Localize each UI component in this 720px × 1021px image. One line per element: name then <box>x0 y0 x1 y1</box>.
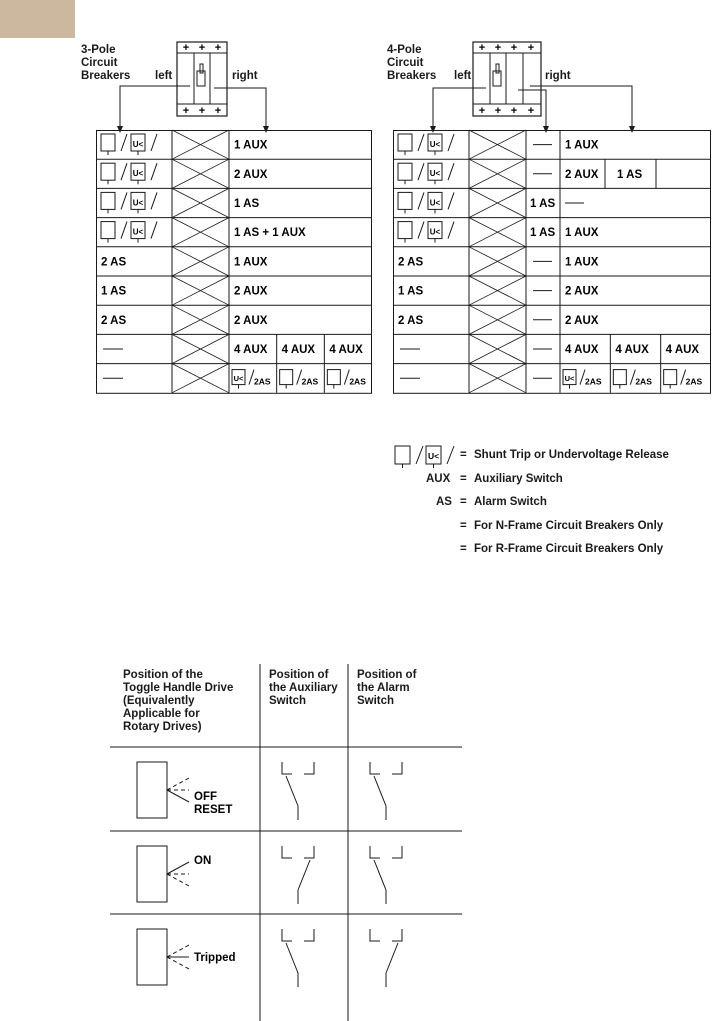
plus-symbol: + <box>198 105 206 117</box>
shunt-trip-icon <box>101 192 115 209</box>
four-pole-table <box>393 130 711 393</box>
header-alarm-switch: Position of the Alarm Switch <box>357 669 417 707</box>
three-pole-table <box>96 130 372 393</box>
two-as-label: 2AS <box>585 376 602 387</box>
switch-contact-symbol <box>282 929 314 987</box>
plus-symbol: + <box>527 105 535 117</box>
left-accessory: 1 AS <box>398 285 424 298</box>
shunt-trip-icon <box>398 192 412 209</box>
table-row <box>96 188 372 217</box>
three-pole-title: 3-Pole Circuit Breakers <box>81 44 131 82</box>
table-row <box>393 247 711 276</box>
right-accessory: 2 AUX <box>234 314 268 327</box>
table-row <box>393 305 711 334</box>
two-as-label: 2AS <box>685 376 703 387</box>
four-pole-title: 4-Pole Circuit Breakers <box>387 44 437 82</box>
right-accessory: 1 AS <box>234 198 260 210</box>
legend-eq: = <box>460 520 467 532</box>
handle-position-label: Tripped <box>194 952 236 964</box>
legend-as-key: AS <box>436 496 452 508</box>
mid-accessory: 1 AS <box>530 198 556 210</box>
plus-symbol: + <box>494 42 502 54</box>
right-accessory: 1 AUX <box>234 139 268 152</box>
shunt-trip-icon <box>101 163 115 180</box>
four-pole-left-label: left <box>454 70 472 82</box>
legend-shunt-text: Shunt Trip or Undervoltage Release <box>474 449 669 461</box>
three-pole-left-label: left <box>155 70 173 82</box>
table-row <box>393 218 711 247</box>
header-toggle-drive: Position of the Toggle Handle Drive (Equivalently Applicable for Rotary Drives) <box>123 669 234 733</box>
table-row <box>101 130 268 159</box>
handle-position-label: ON <box>194 855 212 867</box>
plus-symbol: + <box>510 42 518 54</box>
uv-symbol: U< <box>429 140 441 149</box>
plus-symbol: + <box>214 105 222 117</box>
right-accessory: 1 AUX <box>234 256 268 269</box>
plus-symbol: + <box>510 105 518 117</box>
uv-symbol: U< <box>132 198 144 208</box>
two-as-label: 2AS <box>349 376 366 387</box>
position-row <box>110 832 470 916</box>
shunt-trip-icon <box>280 370 293 385</box>
table-row <box>393 188 711 217</box>
legend-as-text: Alarm Switch <box>474 496 547 508</box>
table-row <box>96 334 372 363</box>
handle-position-ray <box>167 957 189 969</box>
table-row <box>393 159 711 188</box>
toggle-handle-box <box>137 846 167 902</box>
legend-r-frame-text: For R-Frame Circuit Breakers Only <box>474 543 664 555</box>
left-accessory: 2 AS <box>101 314 127 327</box>
shunt-trip-icon <box>398 134 412 151</box>
uv-symbol: U< <box>132 227 144 237</box>
legend-n-frame-text: For N-Frame Circuit Breakers Only <box>474 520 664 532</box>
handle-position-label: OFF <box>194 791 217 803</box>
shunt-trip-icon <box>101 222 115 239</box>
uv-symbol: U< <box>564 374 575 384</box>
four-pole-right-label: right <box>545 70 571 82</box>
switch-contact-symbol <box>370 762 402 820</box>
plus-symbol: + <box>182 42 190 54</box>
right-accessory: 2 AUX <box>565 168 599 181</box>
right-accessory: 4 AUX <box>329 344 363 356</box>
right-accessory: 1 AUX <box>565 256 599 269</box>
right-accessory: 4 AUX <box>665 344 700 356</box>
three-pole-right-label: right <box>232 70 258 82</box>
plus-symbol: + <box>198 42 206 54</box>
toggle-handle-box <box>137 929 167 985</box>
right-accessory: 4 AUX <box>234 344 268 356</box>
plus-symbol: + <box>214 42 222 54</box>
position-row <box>110 748 470 832</box>
right-accessory: 1 AUX <box>565 139 599 152</box>
two-as-label: 2AS <box>635 376 652 387</box>
left-accessory: 2 AS <box>398 314 424 327</box>
right-accessory: 2 AUX <box>234 285 268 298</box>
table-grid <box>96 130 372 395</box>
left-accessory: 1 AS <box>101 285 127 298</box>
table-row <box>96 159 372 188</box>
table-row <box>393 276 711 305</box>
three-pole-breaker-diagram <box>90 38 380 136</box>
right-accessory: 2 AUX <box>565 285 599 298</box>
table-grid <box>393 130 711 395</box>
plus-symbol: + <box>527 42 535 54</box>
right-accessory: 1 AS + 1 AUX <box>234 227 306 240</box>
table-row <box>393 364 711 393</box>
table-row <box>398 130 599 159</box>
shunt-trip-icon <box>327 370 340 385</box>
legend-eq: = <box>460 543 467 555</box>
position-row <box>110 915 470 999</box>
header-aux-switch: Position of the Auxiliary Switch <box>269 669 338 707</box>
left-accessory: 2 AS <box>398 256 424 269</box>
plus-symbol: + <box>494 105 502 117</box>
legend-aux-key: AUX <box>426 473 451 485</box>
right-accessory: 4 AUX <box>281 344 316 356</box>
right-accessory: 1 AUX <box>565 227 599 240</box>
table-row <box>96 247 372 276</box>
two-as-label: 2AS <box>301 376 319 387</box>
shunt-trip-icon <box>101 134 115 151</box>
table-row <box>393 334 711 363</box>
plus-symbol: + <box>478 42 486 54</box>
uv-symbol: U< <box>132 140 144 149</box>
table-row <box>96 305 372 334</box>
handle-position-ray <box>167 862 189 874</box>
toggle-handle-box <box>137 762 167 818</box>
svg-text:U<: U< <box>427 451 440 461</box>
corner-tab <box>0 0 75 38</box>
uv-symbol: U< <box>429 198 441 208</box>
shunt-trip-icon <box>398 163 412 180</box>
right-accessory: 1 AS <box>617 168 643 181</box>
shunt-trip-icon <box>664 370 677 385</box>
right-accessory: 2 AUX <box>234 168 268 181</box>
legend-eq: = <box>460 473 467 485</box>
plus-symbol: + <box>478 105 486 117</box>
switch-contact-symbol <box>370 929 402 987</box>
handle-position-ray <box>167 945 189 957</box>
left-accessory: 2 AS <box>101 256 127 269</box>
legend-aux-text: Auxiliary Switch <box>474 473 563 485</box>
handle-position-ray <box>167 790 189 802</box>
switch-contact-symbol <box>282 846 314 904</box>
uv-symbol: U< <box>429 169 441 179</box>
shunt-uv-legend-icon <box>389 444 471 468</box>
right-accessory: 2 AUX <box>565 314 599 327</box>
shunt-trip-icon <box>398 222 412 239</box>
table-row <box>96 276 372 305</box>
legend-eq: = <box>460 449 467 461</box>
uv-symbol: U< <box>429 227 441 237</box>
plus-symbol: + <box>182 105 190 117</box>
switch-contact-symbol <box>370 846 402 904</box>
table-row <box>96 218 372 247</box>
switch-contact-symbol <box>282 762 314 820</box>
uv-symbol: U< <box>132 169 144 179</box>
handle-position-ray <box>167 778 189 790</box>
two-as-label: 2AS <box>254 376 271 387</box>
handle-position-ray <box>167 874 189 886</box>
right-accessory: 4 AUX <box>565 344 599 356</box>
shunt-trip-icon <box>613 370 626 385</box>
mid-accessory: 1 AS <box>530 227 556 240</box>
legend-eq: = <box>460 496 467 508</box>
handle-position-label: RESET <box>194 804 233 816</box>
table-row <box>96 364 372 393</box>
uv-symbol: U< <box>233 374 244 384</box>
four-pole-breaker-diagram <box>394 38 684 136</box>
right-accessory: 4 AUX <box>615 344 649 356</box>
